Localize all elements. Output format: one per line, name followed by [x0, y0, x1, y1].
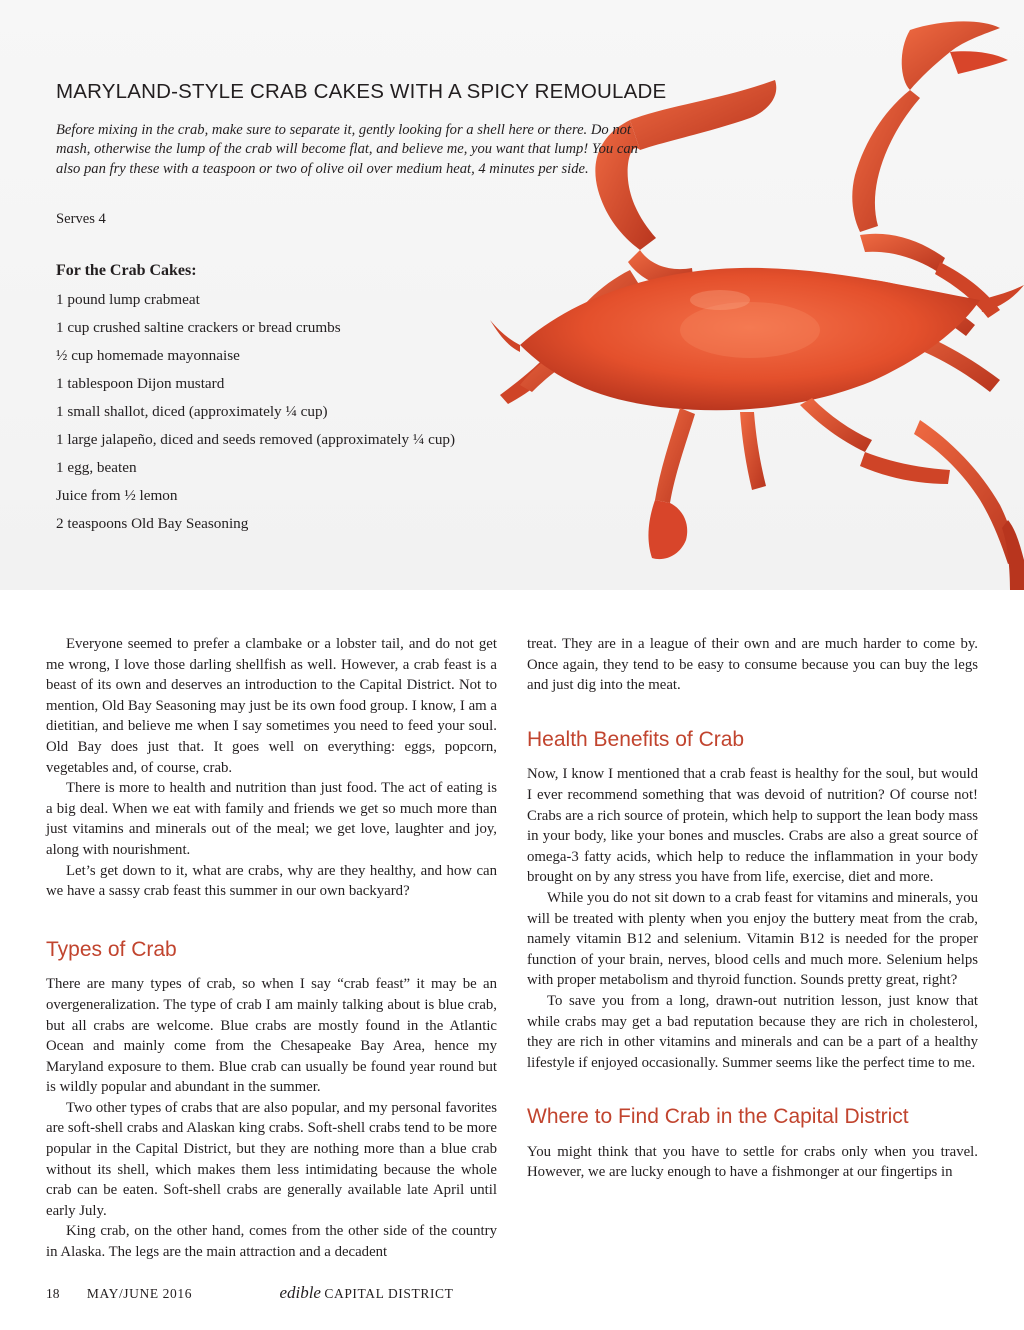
page-footer [46, 1283, 454, 1303]
ingredient-item: 1 cup crushed saltine crackers or bread crumbs [56, 319, 341, 336]
hero-section [0, 0, 1024, 590]
ingredient-item: 2 teaspoons Old Bay Seasoning [56, 515, 249, 532]
ingredient-item: 1 small shallot, diced (approximately ¼ cup) [56, 403, 328, 420]
article-paragraph: There is more to health and nutrition than just food. The act of eating is a big deal. When we eat with family and friends we get so much more than just vitamins and minerals out of the meal; we get love, laughter and joy, along with nourishment. [46, 780, 497, 858]
article-column-left [46, 634, 497, 1263]
article-paragraph: There are many types of crab, so when I say “crab feast” it may be an overgeneralization. The type of crab I am mainly talking about is blue crab, but all crabs are welcome. Blue crabs are mostly found in the Atlantic Ocean and mainly come from the Chesapeake Bay Area, hence my Maryland exposure to them. Blue crab can usually be found year round but is wildly popular and abundant in the summer. [46, 976, 497, 1096]
article-paragraph: Let’s get down to it, what are crabs, why are they healthy, and how can we have a sassy crab feast this summer in our own backyard? [46, 862, 497, 900]
article-paragraph: Now, I know I mentioned that a crab feast is healthy for the soul, but would I ever recommend something that was devoid of nutrition? Of course not! Crabs are a rich source of protein, which help to support the lean body mass in your body, like your bones and muscles. Crabs are also a great source of omega-3 fatty acids, which help to reduce the inflammation in your body brought on by any stress you have from life, exercise, diet and more. [527, 766, 978, 886]
recipe-intro: Before mixing in the crab, make sure to separate it, gently looking for a shell here or there. Do not mash, otherwise the lump of the crab will become flat, and believe me, you want that lump! You can also pan fry these with a teaspoon or two of olive oil over medium heat, 4 minutes per side. [56, 122, 638, 177]
section-heading-types: Types of Crab [46, 937, 177, 961]
article-paragraph: Everyone seemed to prefer a clambake or a lobster tail, and do not get me wrong, I love those darling shellfish as well. However, a crab feast is a beast of its own and deserves an introduction to the Capital District. Not to mention, Old Bay Seasoning may just be its own food group. I know, I am a dietitian, and believe me when I say sometimes you need to feed your soul. Old Bay does just that. It goes well on everything: eggs, popcorn, vegetables and, of course, crab. [46, 636, 497, 776]
ingredient-item: ½ cup homemade mayonnaise [56, 347, 240, 364]
ingredient-item: 1 egg, beaten [56, 459, 137, 476]
brand-name: CAPITAL DISTRICT [324, 1286, 454, 1301]
ingredient-item: 1 tablespoon Dijon mustard [56, 375, 225, 392]
ingredient-item: Juice from ½ lemon [56, 487, 178, 504]
article-paragraph: While you do not sit down to a crab feast for vitamins and minerals, you will be treated with plenty when you enjoy the buttery meat from the crab, namely vitamin B12 and selenium. Vitamin B12 is needed for the proper function of your brain, nerves, blood cells and much more. Selenium helps with proper metabolism and thyroid function. Sounds pretty great, right? [527, 889, 978, 989]
section-heading-where: Where to Find Crab in the Capital District [527, 1105, 909, 1129]
ingredient-list [56, 290, 455, 542]
section-heading-health: Health Benefits of Crab [527, 727, 745, 751]
brand-edible: edible [279, 1283, 321, 1302]
ingredient-item: 1 pound lump crabmeat [56, 291, 200, 308]
ingredients-heading: For the Crab Cakes: [56, 262, 197, 279]
article-paragraph: Two other types of crabs that are also popular, and my personal favorites are soft-shell crabs and Alaskan king crabs. Soft-shell crabs tend to be more popular in the Capital District, but they are nothing more than a blue crab without its shell, which makes them less intimidating because the whole crab can be eaten. Soft-shell crabs are generally available late April until early July. [46, 1099, 497, 1219]
issue-date: MAY/JUNE 2016 [86, 1286, 193, 1301]
ingredient-item: 1 large jalapeño, diced and seeds removed (approximately ¼ cup) [56, 431, 456, 448]
article-paragraph: To save you from a long, drawn-out nutrition lesson, just know that while crabs may get a bad reputation because they are rich in cholesterol, they are rich in other vitamins and minerals and can be a part of a healthy lifestyle if enjoyed occasionally. Summer seems like the perfect time to me. [527, 992, 978, 1071]
article-column-right [527, 634, 978, 1183]
page-number: 18 [46, 1286, 60, 1301]
article-paragraph: treat. They are in a league of their own and are much harder to come by. Once again, they tend to be easy to consume because you can buy the legs and just dig into the meat. [527, 636, 978, 694]
article-paragraph: King crab, on the other hand, comes from the other side of the country in Alaska. The legs are the main attraction and a decadent [46, 1223, 497, 1261]
article-paragraph: You might think that you have to settle for crabs only when you travel. However, we are lucky enough to have a fishmonger at our fingertips in [527, 1143, 978, 1181]
recipe-serves: Serves 4 [56, 211, 106, 227]
recipe-title: MARYLAND-STYLE CRAB CAKES WITH A SPICY REMOULADE [56, 80, 667, 103]
